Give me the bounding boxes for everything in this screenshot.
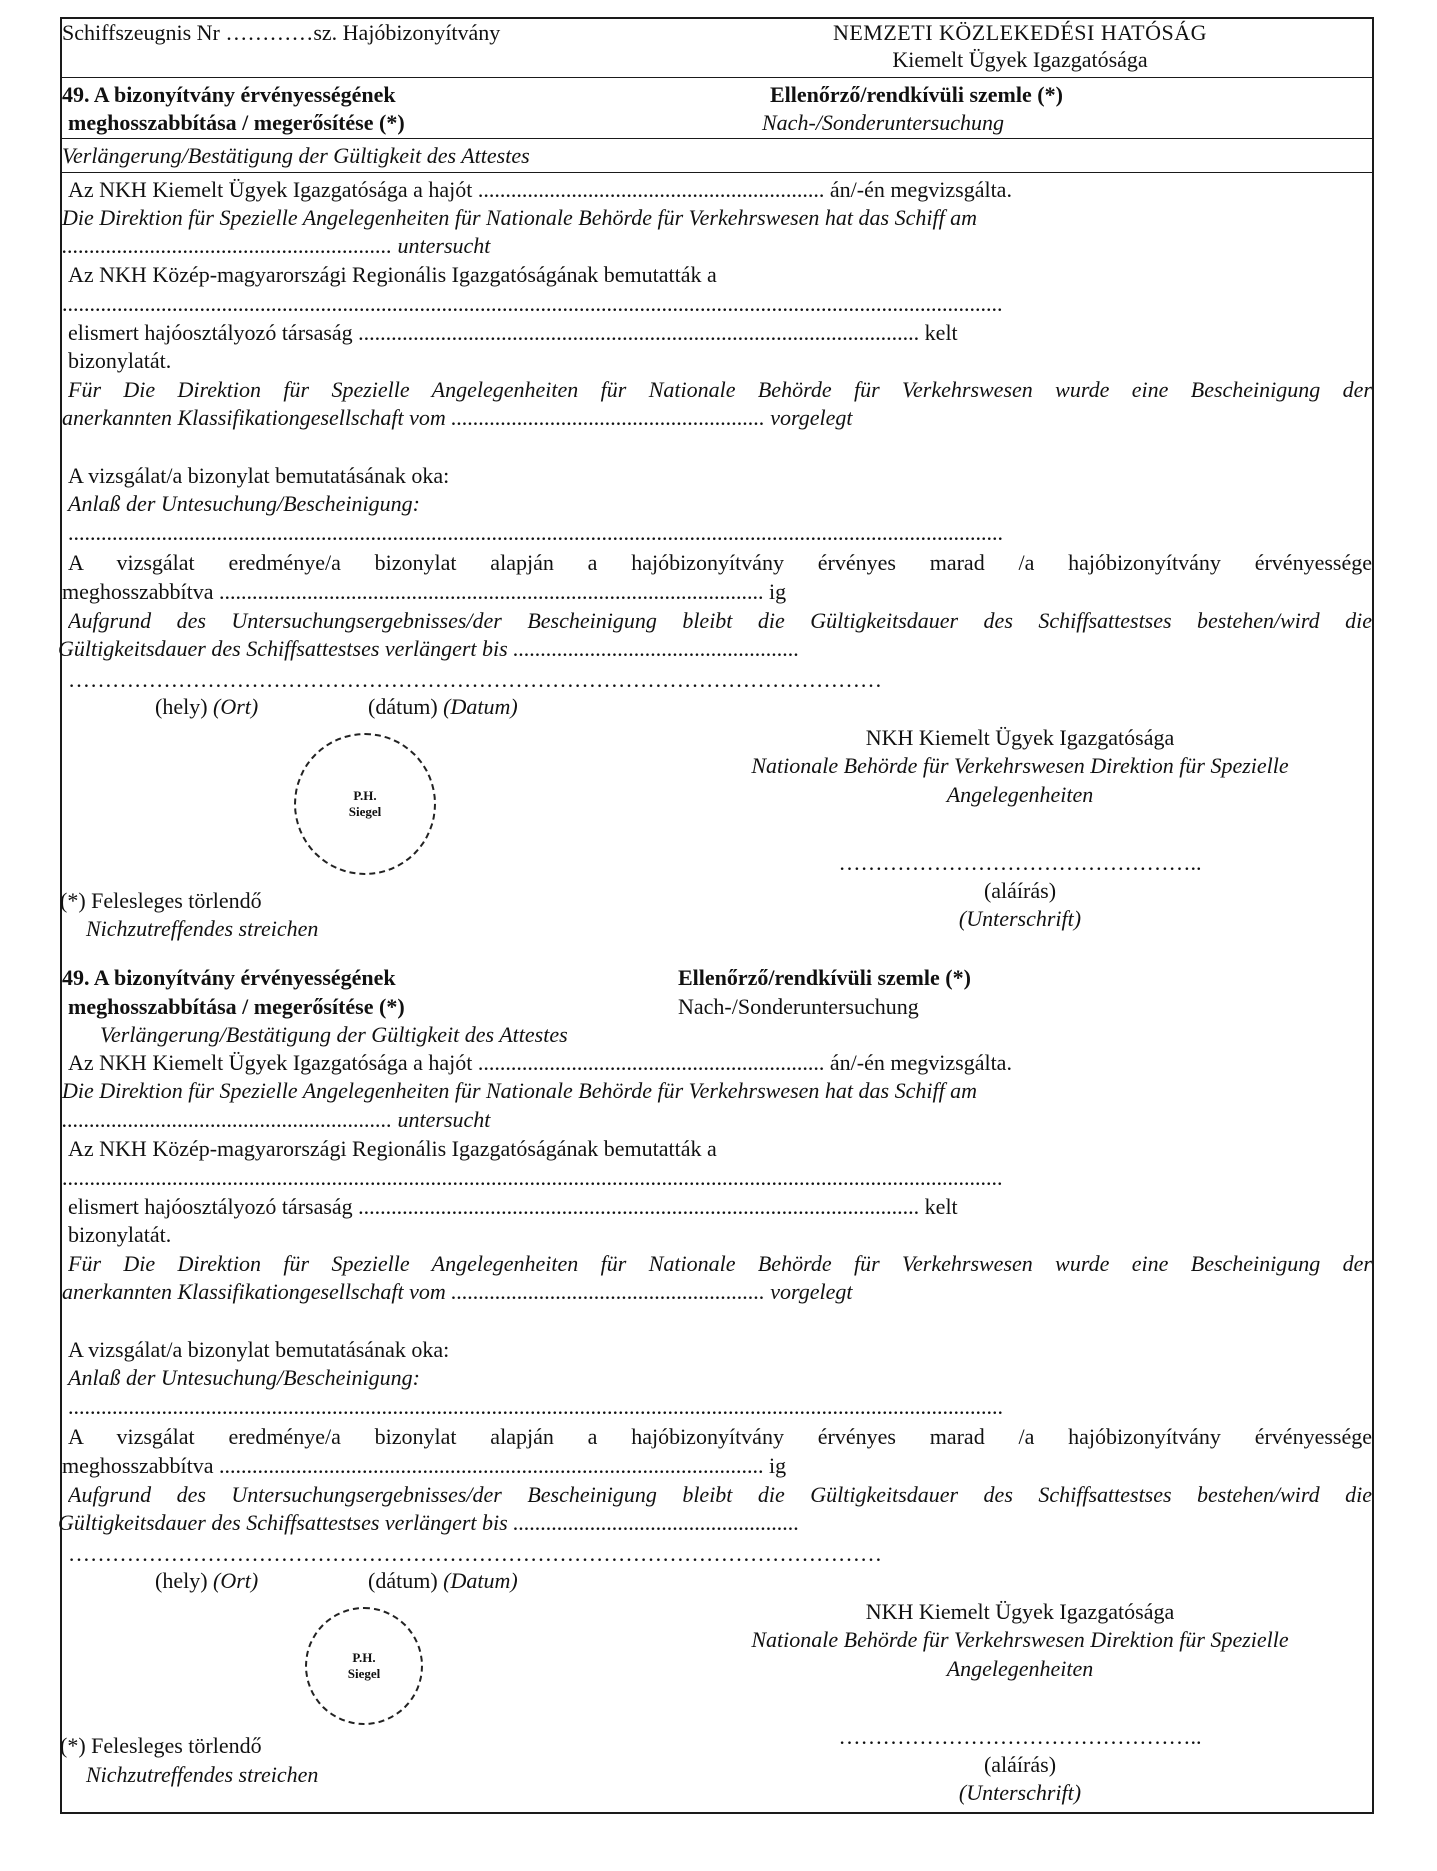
seal-ph-label: P.H. <box>352 1650 376 1665</box>
gultigkeit-line-de: Gültigkeitsdauer des Schiffsattestses verlängert bis .................................................... <box>58 636 800 661</box>
section-1-exam-de: Nach-/Sonderuntersuchung <box>762 110 1004 135</box>
section-2-exam-hu: Ellenőrző/rendkívüli szemle (*) <box>678 965 971 990</box>
reason-line-hu: A vizsgálat/a bizonylat bemutatásának oka: <box>68 1337 450 1362</box>
dotted-line: .......................................................................................................................................................................... <box>68 1394 1003 1419</box>
place-date-dotted-line: ………………………………………………………………………………………………… <box>68 667 882 692</box>
bizonylat-line: bizonylatát. <box>68 1222 172 1247</box>
bizonylat-line: bizonylatát. <box>68 348 172 373</box>
section-2-exam-de: Nach-/Sonderuntersuchung <box>678 994 919 1019</box>
anerkannt-line-de: anerkannten Klassifikationgesellschaft vom ......................................................... vorgelegt <box>62 1279 853 1304</box>
inspected-line-de: Die Direktion für Spezielle Angelegenheiten für Nationale Behörde für Verkehrswesen hat das Schiff am <box>62 205 978 230</box>
date-label: (dátum) <box>368 694 438 719</box>
official-seal-placeholder <box>294 733 436 875</box>
fur-direktion-line-de: Für Die Direktion für Spezielle Angelegenheiten für Nationale Behörde für Verkehrswesen wurde eine Bescheinigung der <box>68 1251 1372 1276</box>
divider <box>60 138 1374 139</box>
authority-signatory-de: Nationale Behörde für Verkehrswesen Direktion für Spezielle <box>751 753 1289 778</box>
signature-label-de: (Unterschrift) <box>958 1780 1082 1805</box>
authority-signatory-de: Nationale Behörde für Verkehrswesen Direktion für Spezielle <box>751 1627 1289 1652</box>
dotted-line: ........................................................................................................................................................................... <box>62 1165 1003 1190</box>
inspected-line-hu: Az NKH Kiemelt Ügyek Igazgatósága a hajót ............................................................... án/-én megvizsgálta. <box>68 1050 1012 1075</box>
section-1-title-hu: 49. A bizonyítvány érvényességének <box>62 82 396 107</box>
certificate-number-label: Schiffszeugnis Nr …………sz. Hajóbizonyítvány <box>62 20 501 45</box>
authority-directorate: Kiemelt Ügyek Igazgatósága <box>892 47 1148 72</box>
section-2-title-hu: 49. A bizonyítvány érvényességének <box>62 965 396 990</box>
authority-signatory-hu: NKH Kiemelt Ügyek Igazgatósága <box>865 1599 1175 1624</box>
signature-label-hu: (aláírás) <box>983 1752 1057 1777</box>
fur-direktion-line-de: Für Die Direktion für Spezielle Angelegenheiten für Nationale Behörde für Verkehrswesen wurde eine Bescheinigung der <box>68 377 1372 402</box>
divider <box>60 172 1374 173</box>
seal-siegel-label: Siegel <box>347 1666 381 1681</box>
anerkannt-line-de: anerkannten Klassifikationgesellschaft vom ......................................................... vorgelegt <box>62 405 853 430</box>
untersucht-line: ............................................................ untersucht <box>62 1107 491 1132</box>
dotted-line: .......................................................................................................................................................................... <box>68 520 1003 545</box>
divider <box>60 77 1374 78</box>
place-label: (hely) <box>155 1568 208 1593</box>
authority-signatory-de-2: Angelegenheiten <box>946 782 1094 807</box>
footnote-de: Nichzutreffendes streichen <box>86 916 319 941</box>
gultigkeit-line-de: Gültigkeitsdauer des Schiffsattestses verlängert bis .................................................... <box>58 1510 800 1535</box>
section-1-title-de: Verlängerung/Bestätigung der Gültigkeit des Attestes <box>62 143 530 168</box>
inspected-line-hu: Az NKH Kiemelt Ügyek Igazgatósága a hajót ............................................................... án/-én megvizsgálta. <box>68 177 1012 202</box>
place-label-de: (Ort) <box>213 1568 259 1593</box>
presented-line-hu: Az NKH Közép-magyarországi Regionális Igazgatóságának bemutatták a <box>68 262 717 287</box>
signature-dotted-line: ………………………………………….. <box>838 850 1202 875</box>
result-line-hu: A vizsgálat eredménye/a bizonylat alapján a hajóbizonyítvány érvényes marad /a hajóbizonyítvány érvényessége <box>68 550 1372 575</box>
authority-signatory-de-2: Angelegenheiten <box>946 1656 1094 1681</box>
official-seal-placeholder <box>305 1607 423 1725</box>
aufgrund-line-de: Aufgrund des Untersuchungsergebnisses/der Bescheinigung bleibt die Gültigkeitsdauer des Schiffsattestses bestehen/wird die <box>68 608 1372 633</box>
authority-signatory-hu: NKH Kiemelt Ügyek Igazgatósága <box>865 725 1175 750</box>
dotted-line: ........................................................................................................................................................................... <box>62 291 1003 316</box>
section-1-title-hu-2: meghosszabbítása / megerősítése (*) <box>68 110 405 135</box>
date-label-de: (Datum) <box>443 694 518 719</box>
signature-label-hu: (aláírás) <box>983 878 1057 903</box>
reason-line-hu: A vizsgálat/a bizonylat bemutatásának oka: <box>68 463 450 488</box>
extended-line-hu: meghosszabbítva ................................................................................................... ig <box>62 1453 787 1478</box>
date-label: (dátum) <box>368 1568 438 1593</box>
extended-line-hu: meghosszabbítva ................................................................................................... ig <box>62 579 787 604</box>
place-date-dotted-line: ………………………………………………………………………………………………… <box>68 1541 882 1566</box>
classification-line-hu: elismert hajóosztályozó társaság ...................................................................................................... kelt <box>68 320 958 345</box>
result-line-hu: A vizsgálat eredménye/a bizonylat alapján a hajóbizonyítvány érvényes marad /a hajóbizonyítvány érvényessége <box>68 1424 1372 1449</box>
inspected-line-de: Die Direktion für Spezielle Angelegenheiten für Nationale Behörde für Verkehrswesen hat das Schiff am <box>62 1078 978 1103</box>
footnote-hu: (*) Felesleges törlendő <box>60 888 262 913</box>
section-1-exam-hu: Ellenőrző/rendkívüli szemle (*) <box>770 82 1063 107</box>
aufgrund-line-de: Aufgrund des Untersuchungsergebnisses/der Bescheinigung bleibt die Gültigkeitsdauer des Schiffsattestses bestehen/wird die <box>68 1482 1372 1507</box>
presented-line-hu: Az NKH Közép-magyarországi Regionális Igazgatóságának bemutatták a <box>68 1136 717 1161</box>
signature-label-de: (Unterschrift) <box>958 906 1082 931</box>
date-label-de: (Datum) <box>443 1568 518 1593</box>
section-2-title-de: Verlängerung/Bestätigung der Gültigkeit des Attestes <box>100 1022 568 1047</box>
footnote-hu: (*) Felesleges törlendő <box>60 1733 262 1758</box>
seal-ph-label: P.H. <box>353 788 377 803</box>
reason-line-de: Anlaß der Untesuchung/Bescheinigung: <box>68 1365 420 1390</box>
section-2-title-hu-2: meghosszabbítása / megerősítése (*) <box>68 994 405 1019</box>
seal-siegel-label: Siegel <box>348 804 382 819</box>
footnote-de: Nichzutreffendes streichen <box>86 1762 319 1787</box>
place-label: (hely) <box>155 694 208 719</box>
classification-line-hu: elismert hajóosztályozó társaság ...................................................................................................... kelt <box>68 1194 958 1219</box>
authority-name: NEMZETI KÖZLEKEDÉSI HATÓSÁG <box>832 20 1207 45</box>
signature-dotted-line: ………………………………………….. <box>838 1724 1202 1749</box>
reason-line-de: Anlaß der Untesuchung/Bescheinigung: <box>68 491 420 516</box>
untersucht-line: ............................................................ untersucht <box>62 233 491 258</box>
place-label-de: (Ort) <box>213 694 259 719</box>
